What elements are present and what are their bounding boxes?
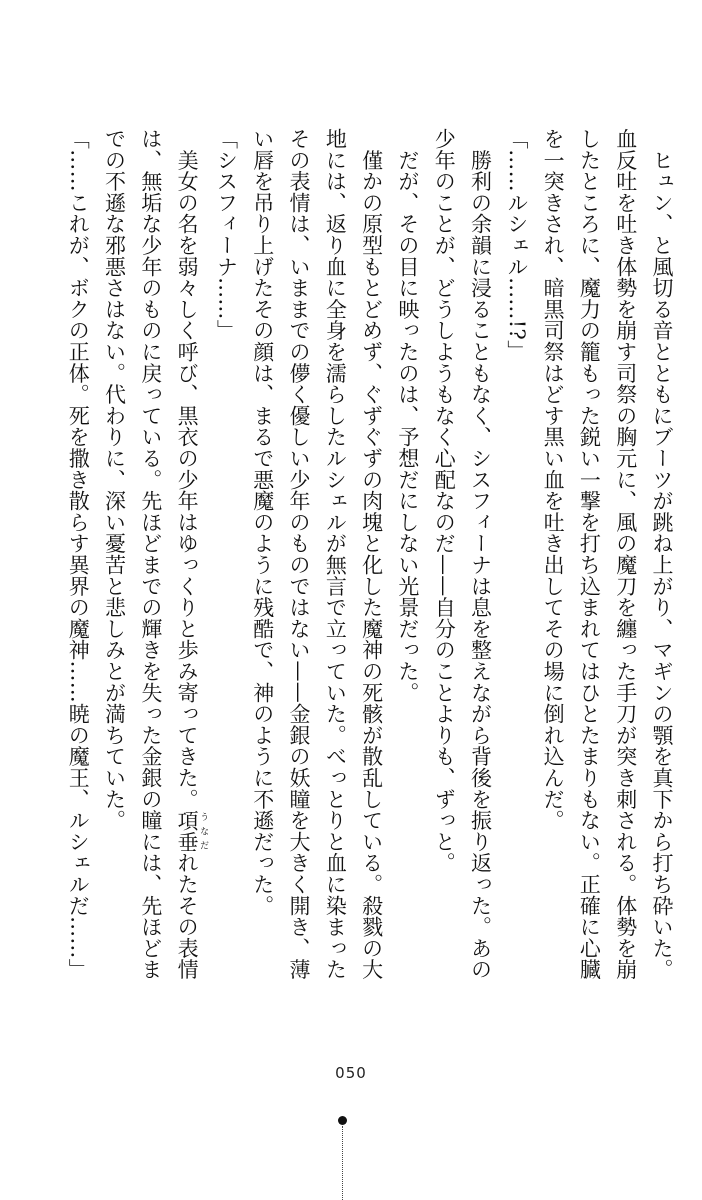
text-line: その表情は、いままでの儚く優しい少年のものではない——金銀の妖瞳を大きく開き、薄 — [287, 128, 312, 980]
text-line: したところに、魔力の籠もった鋭い一撃を打ち込まれてはひとたまりもない。正確に心臓 — [577, 128, 602, 980]
ruby-base: 項垂 — [175, 809, 200, 853]
text-line: だが、その目に映ったのは、予想だにしない光景だった。 — [395, 128, 420, 704]
text-line: 少年のことが、どうしようもなく心配なのだ——自分のことよりも、ずっと。 — [432, 128, 457, 874]
text-line-with-ruby — [169, 128, 208, 980]
text-line: 血反吐を吐き体勢を崩す司祭の胸元に、風の魔刀を纏った手刀が突き刺される。体勢を崩 — [613, 128, 638, 980]
page-number: 050 — [335, 1064, 367, 1082]
text-line: を一突きされ、暗黒司祭はどす黒い血を吐き出してその場に倒れ込んだ。 — [541, 128, 566, 831]
text-line: 「シスフィーナ……」 — [214, 128, 239, 341]
folio-dotted-line — [342, 1126, 343, 1200]
ruby-reading: うなだ — [198, 809, 209, 853]
text-line: 勝利の余韻に浸ることもなく、シスフィーナは息を整えながら背後を振り返った。あの — [468, 128, 493, 980]
folio-dot — [338, 1116, 347, 1125]
text-line: 地には、返り血に全身を濡らしたルシェルが無言で立っていた。べっとりと血に染まった — [323, 128, 348, 980]
text-line: 僅かの原型もとどめず、ぐずぐずの肉塊と化した魔神の死骸が散乱している。殺戮の大 — [359, 128, 384, 980]
text-line: ヒュン、と風切る音とともにブーツが跳ね上がり、マギンの顎を真下から打ち砕いた。 — [650, 128, 674, 980]
text-segment: れたその表情 — [175, 852, 200, 981]
text-line: 「……ルシェル……!?」 — [504, 128, 529, 362]
text-line: い唇を吊り上げたその顔は、まるで悪魔のように残酷で、神のように不遜だった。 — [250, 128, 275, 917]
ruby-annotation — [175, 809, 209, 853]
text-line: での不遜な邪悪さはない。代わりに、深い憂苦と悲しみとが満ちていた。 — [102, 128, 127, 831]
text-line: 「……これが、ボクの正体。死を撒き散らす異界の魔神……暁の魔王、ルシェルだ……」 — [66, 128, 91, 980]
text-segment: 美女の名を弱々しく呼び、黒衣の少年はゆっくりと歩み寄ってきた。 — [175, 128, 200, 810]
body-text — [60, 128, 680, 980]
text-line: は、無垢な少年のものに戻っている。先ほどまでの輝きを失った金銀の瞳には、先ほどま — [138, 128, 163, 980]
